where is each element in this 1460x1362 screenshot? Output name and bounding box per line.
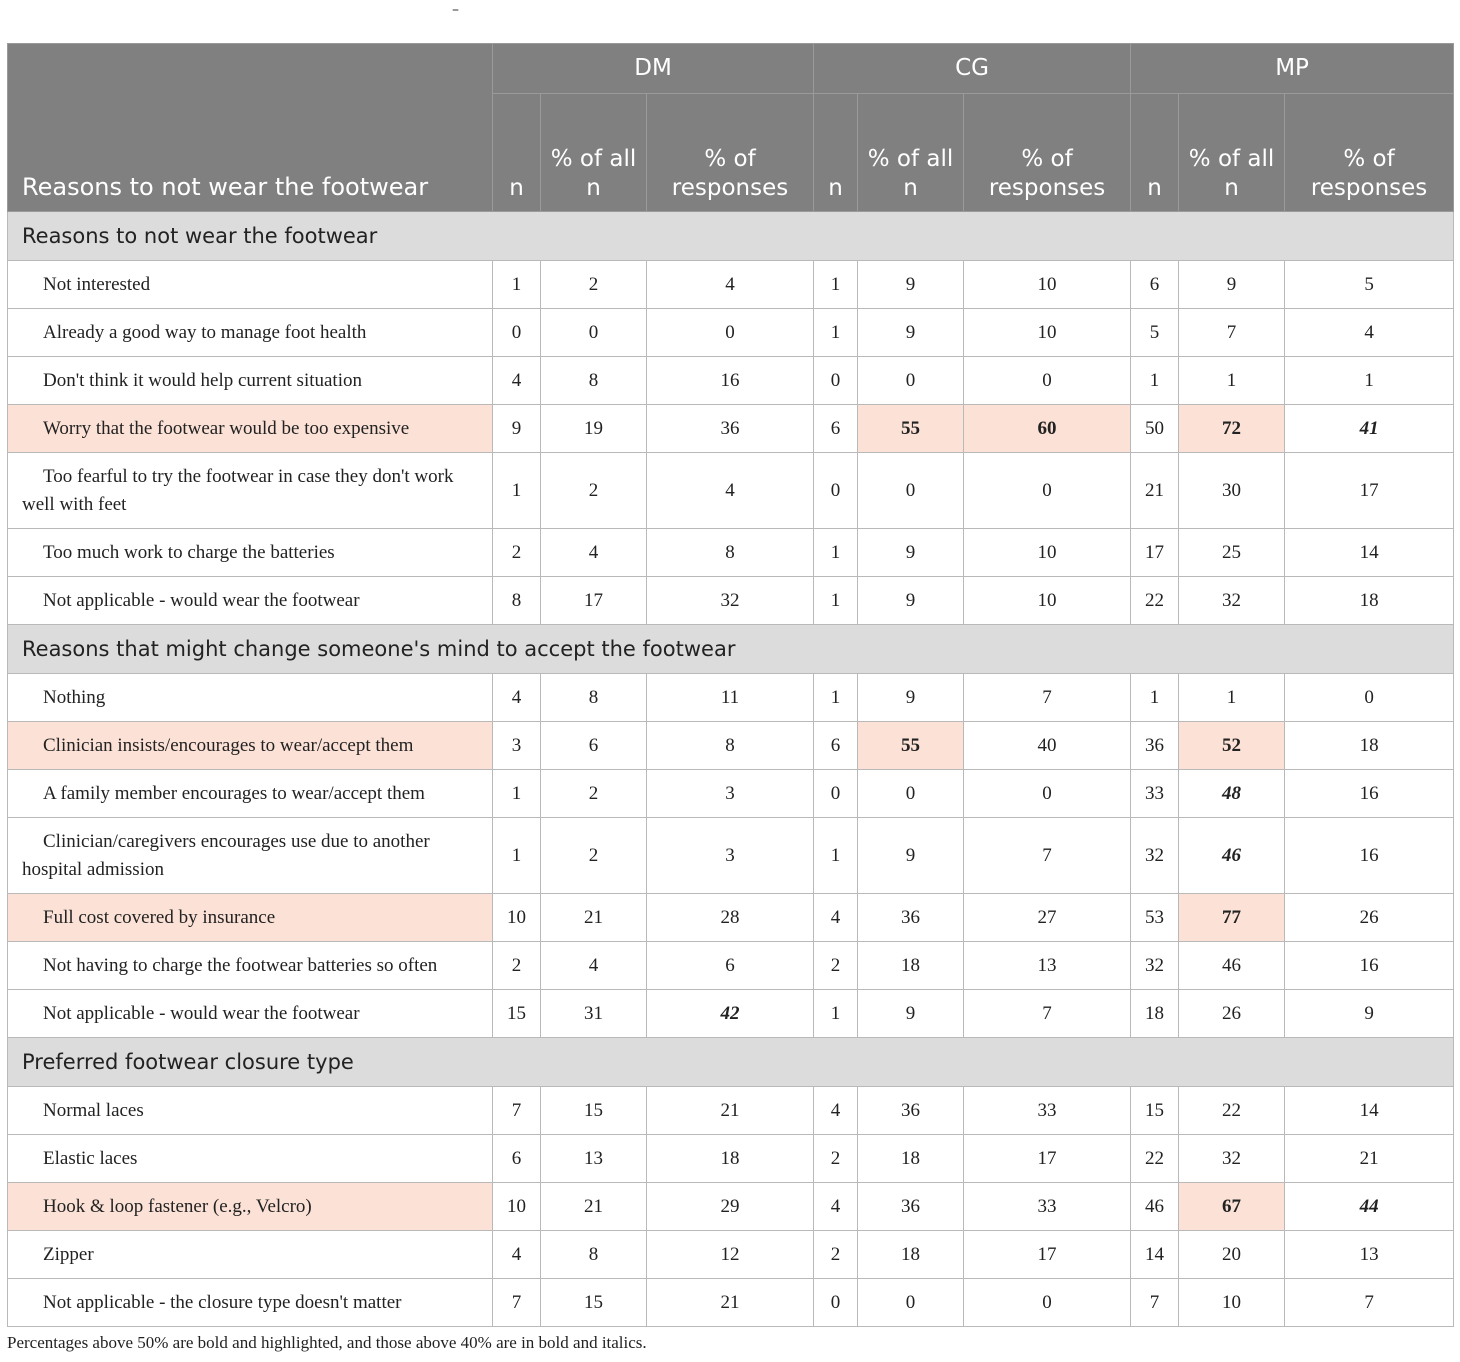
- row-label: Elastic laces: [8, 1135, 493, 1183]
- row-label: Too much work to charge the batteries: [8, 529, 493, 577]
- table-cell: 21: [647, 1279, 814, 1327]
- subheader-pct-all: % of all n: [541, 94, 647, 212]
- table-cell: 21: [1285, 1135, 1454, 1183]
- table-row: [8, 722, 1454, 770]
- table-row: [8, 357, 1454, 405]
- footnote: Percentages above 50% are bold and highlighted, and those above 40% are in bold and italics.: [7, 1333, 647, 1352]
- row-label: Clinician/caregivers encourages use due to another hospital admission: [8, 818, 493, 894]
- table-cell: 0: [647, 309, 814, 357]
- row-label: Not having to charge the footwear batteries so often: [8, 942, 493, 990]
- table-cell: 0: [964, 357, 1131, 405]
- table-cell: 9: [1285, 990, 1454, 1038]
- table-cell: 60: [964, 405, 1131, 453]
- table-cell: 15: [493, 990, 541, 1038]
- table-cell: 17: [964, 1231, 1131, 1279]
- table-cell: 55: [858, 405, 964, 453]
- table-cell: 5: [1285, 261, 1454, 309]
- table-row: [8, 529, 1454, 577]
- table-cell: 42: [647, 990, 814, 1038]
- table-cell: 1: [1131, 674, 1179, 722]
- table-cell: 2: [814, 1135, 858, 1183]
- table-cell: 2: [541, 453, 647, 529]
- table-cell: 17: [1131, 529, 1179, 577]
- table-cell: 7: [964, 674, 1131, 722]
- row-label: Not applicable - would wear the footwear: [8, 577, 493, 625]
- row-label: Not applicable - the closure type doesn't matter: [8, 1279, 493, 1327]
- table-cell: 9: [493, 405, 541, 453]
- row-label: Too fearful to try the footwear in case they don't work well with feet: [8, 453, 493, 529]
- row-label: Worry that the footwear would be too expensive: [8, 405, 493, 453]
- table-cell: 14: [1285, 529, 1454, 577]
- table-cell: 5: [1131, 309, 1179, 357]
- table-cell: 33: [964, 1087, 1131, 1135]
- table-cell: 40: [964, 722, 1131, 770]
- table-row: [8, 309, 1454, 357]
- subheader-pct-all: % of all n: [1179, 94, 1285, 212]
- table-cell: 4: [493, 1231, 541, 1279]
- table-cell: 44: [1285, 1183, 1454, 1231]
- table-cell: 16: [1285, 818, 1454, 894]
- table-cell: 33: [1131, 770, 1179, 818]
- survey-table: [7, 43, 1454, 1327]
- table-cell: 0: [964, 453, 1131, 529]
- table-cell: 17: [541, 577, 647, 625]
- table-row: [8, 990, 1454, 1038]
- table-cell: 1: [1285, 357, 1454, 405]
- subheader-n: n: [814, 94, 858, 212]
- table-row: [8, 577, 1454, 625]
- table-body: [8, 212, 1454, 1327]
- table-cell: 30: [1179, 453, 1285, 529]
- table-cell: 0: [964, 770, 1131, 818]
- table-cell: 15: [541, 1087, 647, 1135]
- table-cell: 9: [858, 990, 964, 1038]
- table-cell: 0: [964, 1279, 1131, 1327]
- table-cell: 1: [814, 309, 858, 357]
- table-cell: 9: [858, 529, 964, 577]
- table-cell: 22: [1179, 1087, 1285, 1135]
- table-cell: 10: [964, 261, 1131, 309]
- table-cell: 18: [1285, 722, 1454, 770]
- table-cell: 11: [647, 674, 814, 722]
- table-cell: 25: [1179, 529, 1285, 577]
- table-cell: 9: [1179, 261, 1285, 309]
- row-label: Not applicable - would wear the footwear: [8, 990, 493, 1038]
- table-cell: 17: [1285, 453, 1454, 529]
- table-cell: 0: [493, 309, 541, 357]
- table-cell: 0: [814, 357, 858, 405]
- row-label: Already a good way to manage foot health: [8, 309, 493, 357]
- table-cell: 10: [964, 309, 1131, 357]
- section-title: Reasons to not wear the footwear: [8, 212, 1454, 261]
- table-cell: 9: [858, 818, 964, 894]
- table-cell: 0: [1285, 674, 1454, 722]
- table-cell: 2: [541, 818, 647, 894]
- table-cell: 20: [1179, 1231, 1285, 1279]
- table-cell: 67: [1179, 1183, 1285, 1231]
- table-cell: 0: [814, 1279, 858, 1327]
- subheader-pct-responses: % of responses: [647, 94, 814, 212]
- table-cell: 48: [1179, 770, 1285, 818]
- table-cell: 1: [814, 818, 858, 894]
- table-row: [8, 1135, 1454, 1183]
- table-cell: 0: [858, 357, 964, 405]
- table-cell: 4: [541, 942, 647, 990]
- table-cell: 8: [541, 1231, 647, 1279]
- table-row: [8, 818, 1454, 894]
- table-cell: 28: [647, 894, 814, 942]
- table-cell: 18: [647, 1135, 814, 1183]
- row-label: Full cost covered by insurance: [8, 894, 493, 942]
- table-cell: 1: [1179, 357, 1285, 405]
- table-cell: 32: [1179, 1135, 1285, 1183]
- table-cell: 0: [814, 770, 858, 818]
- table-cell: 21: [1131, 453, 1179, 529]
- table-cell: 8: [647, 529, 814, 577]
- table-cell: 1: [814, 261, 858, 309]
- table-cell: 2: [541, 261, 647, 309]
- table-row: [8, 674, 1454, 722]
- table-cell: 72: [1179, 405, 1285, 453]
- table-cell: 1: [814, 990, 858, 1038]
- row-label: Nothing: [8, 674, 493, 722]
- subheader-pct-all: % of all n: [858, 94, 964, 212]
- table-cell: 17: [964, 1135, 1131, 1183]
- table-cell: 55: [858, 722, 964, 770]
- table-cell: 36: [858, 894, 964, 942]
- table-cell: 2: [541, 770, 647, 818]
- table-cell: 8: [541, 674, 647, 722]
- table-cell: 0: [858, 453, 964, 529]
- table-cell: 32: [647, 577, 814, 625]
- table-cell: 1: [1179, 674, 1285, 722]
- group-header-dm: DM: [493, 44, 814, 94]
- table-cell: 1: [814, 529, 858, 577]
- table-cell: 46: [1179, 942, 1285, 990]
- table-cell: 19: [541, 405, 647, 453]
- corner-header: Reasons to not wear the footwear: [8, 44, 493, 212]
- table-cell: 6: [814, 722, 858, 770]
- table-cell: 14: [1285, 1087, 1454, 1135]
- row-label: Don't think it would help current situation: [8, 357, 493, 405]
- table-cell: 4: [647, 453, 814, 529]
- table-cell: 16: [647, 357, 814, 405]
- section-row: [8, 625, 1454, 674]
- table-cell: 33: [964, 1183, 1131, 1231]
- table-row: [8, 1087, 1454, 1135]
- table-cell: 1: [493, 453, 541, 529]
- table-row: [8, 1183, 1454, 1231]
- table-cell: 32: [1131, 818, 1179, 894]
- section-title: Preferred footwear closure type: [8, 1038, 1454, 1087]
- subheader-pct-responses: % of responses: [964, 94, 1131, 212]
- table-cell: 14: [1131, 1231, 1179, 1279]
- table-cell: 3: [647, 770, 814, 818]
- table-cell: 4: [647, 261, 814, 309]
- table-cell: 36: [858, 1183, 964, 1231]
- table-cell: 46: [1179, 818, 1285, 894]
- row-label: Zipper: [8, 1231, 493, 1279]
- table-cell: 10: [964, 529, 1131, 577]
- table-cell: 15: [1131, 1087, 1179, 1135]
- table-cell: 4: [493, 674, 541, 722]
- table-cell: 21: [541, 894, 647, 942]
- table-cell: 3: [647, 818, 814, 894]
- table-cell: 2: [493, 942, 541, 990]
- table-cell: 1: [493, 818, 541, 894]
- row-label: A family member encourages to wear/accept them: [8, 770, 493, 818]
- section-row: [8, 212, 1454, 261]
- table-cell: 2: [493, 529, 541, 577]
- table-cell: 32: [1179, 577, 1285, 625]
- table-cell: 1: [814, 577, 858, 625]
- table-cell: 7: [1179, 309, 1285, 357]
- table-cell: 6: [1131, 261, 1179, 309]
- table-cell: 12: [647, 1231, 814, 1279]
- table-cell: 4: [814, 1183, 858, 1231]
- section-row: [8, 1038, 1454, 1087]
- table-cell: 21: [541, 1183, 647, 1231]
- table-cell: 26: [1285, 894, 1454, 942]
- top-mark: –: [452, 2, 459, 18]
- table-cell: 4: [1285, 309, 1454, 357]
- table-cell: 10: [493, 1183, 541, 1231]
- subheader-pct-responses: % of responses: [1285, 94, 1454, 212]
- table-cell: 2: [814, 942, 858, 990]
- row-label: Hook & loop fastener (e.g., Velcro): [8, 1183, 493, 1231]
- table-row: [8, 1279, 1454, 1327]
- table-cell: 8: [541, 357, 647, 405]
- table-cell: 7: [493, 1279, 541, 1327]
- group-header-cg: CG: [814, 44, 1131, 94]
- group-header-mp: MP: [1131, 44, 1454, 94]
- subheader-n: n: [493, 94, 541, 212]
- table-cell: 15: [541, 1279, 647, 1327]
- row-label: Normal laces: [8, 1087, 493, 1135]
- table-cell: 8: [647, 722, 814, 770]
- table-row: [8, 405, 1454, 453]
- table-cell: 7: [964, 818, 1131, 894]
- table-cell: 22: [1131, 1135, 1179, 1183]
- table-cell: 21: [647, 1087, 814, 1135]
- table-cell: 4: [541, 529, 647, 577]
- table-cell: 13: [964, 942, 1131, 990]
- table-cell: 10: [1179, 1279, 1285, 1327]
- table-cell: 36: [647, 405, 814, 453]
- subheader-n: n: [1131, 94, 1179, 212]
- table-cell: 41: [1285, 405, 1454, 453]
- table-cell: 31: [541, 990, 647, 1038]
- table-cell: 0: [541, 309, 647, 357]
- table-cell: 22: [1131, 577, 1179, 625]
- table-cell: 13: [541, 1135, 647, 1183]
- table-cell: 18: [1285, 577, 1454, 625]
- table-cell: 16: [1285, 770, 1454, 818]
- table-cell: 18: [858, 942, 964, 990]
- table-cell: 32: [1131, 942, 1179, 990]
- table-cell: 6: [647, 942, 814, 990]
- table-cell: 10: [964, 577, 1131, 625]
- table-cell: 7: [964, 990, 1131, 1038]
- table-cell: 9: [858, 261, 964, 309]
- table-row: [8, 894, 1454, 942]
- row-label: Not interested: [8, 261, 493, 309]
- table-cell: 2: [814, 1231, 858, 1279]
- table-cell: 9: [858, 309, 964, 357]
- table-cell: 10: [493, 894, 541, 942]
- table-cell: 50: [1131, 405, 1179, 453]
- table-cell: 77: [1179, 894, 1285, 942]
- table-cell: 0: [858, 1279, 964, 1327]
- table-cell: 9: [858, 577, 964, 625]
- table-cell: 36: [1131, 722, 1179, 770]
- table-cell: 7: [493, 1087, 541, 1135]
- table-cell: 8: [493, 577, 541, 625]
- table-cell: 0: [858, 770, 964, 818]
- table-cell: 4: [814, 1087, 858, 1135]
- table-cell: 1: [493, 770, 541, 818]
- table-cell: 6: [541, 722, 647, 770]
- table-cell: 53: [1131, 894, 1179, 942]
- table-row: [8, 453, 1454, 529]
- table-cell: 16: [1285, 942, 1454, 990]
- section-title: Reasons that might change someone's mind to accept the footwear: [8, 625, 1454, 674]
- table-cell: 1: [493, 261, 541, 309]
- table-row: [8, 1231, 1454, 1279]
- table-cell: 27: [964, 894, 1131, 942]
- table-header: [8, 44, 1454, 212]
- table-cell: 7: [1285, 1279, 1454, 1327]
- table-cell: 52: [1179, 722, 1285, 770]
- table-row: [8, 770, 1454, 818]
- table-cell: 18: [858, 1231, 964, 1279]
- table-cell: 9: [858, 674, 964, 722]
- table-cell: 36: [858, 1087, 964, 1135]
- table-cell: 1: [1131, 357, 1179, 405]
- table-row: [8, 942, 1454, 990]
- table-cell: 0: [814, 453, 858, 529]
- row-label: Clinician insists/encourages to wear/accept them: [8, 722, 493, 770]
- table-cell: 13: [1285, 1231, 1454, 1279]
- table-cell: 4: [814, 894, 858, 942]
- table-cell: 3: [493, 722, 541, 770]
- table-cell: 18: [1131, 990, 1179, 1038]
- table-cell: 46: [1131, 1183, 1179, 1231]
- table-cell: 26: [1179, 990, 1285, 1038]
- table-cell: 6: [493, 1135, 541, 1183]
- table-cell: 29: [647, 1183, 814, 1231]
- table-cell: 7: [1131, 1279, 1179, 1327]
- table-cell: 1: [814, 674, 858, 722]
- table-cell: 4: [493, 357, 541, 405]
- table-cell: 6: [814, 405, 858, 453]
- table-row: [8, 261, 1454, 309]
- table-cell: 18: [858, 1135, 964, 1183]
